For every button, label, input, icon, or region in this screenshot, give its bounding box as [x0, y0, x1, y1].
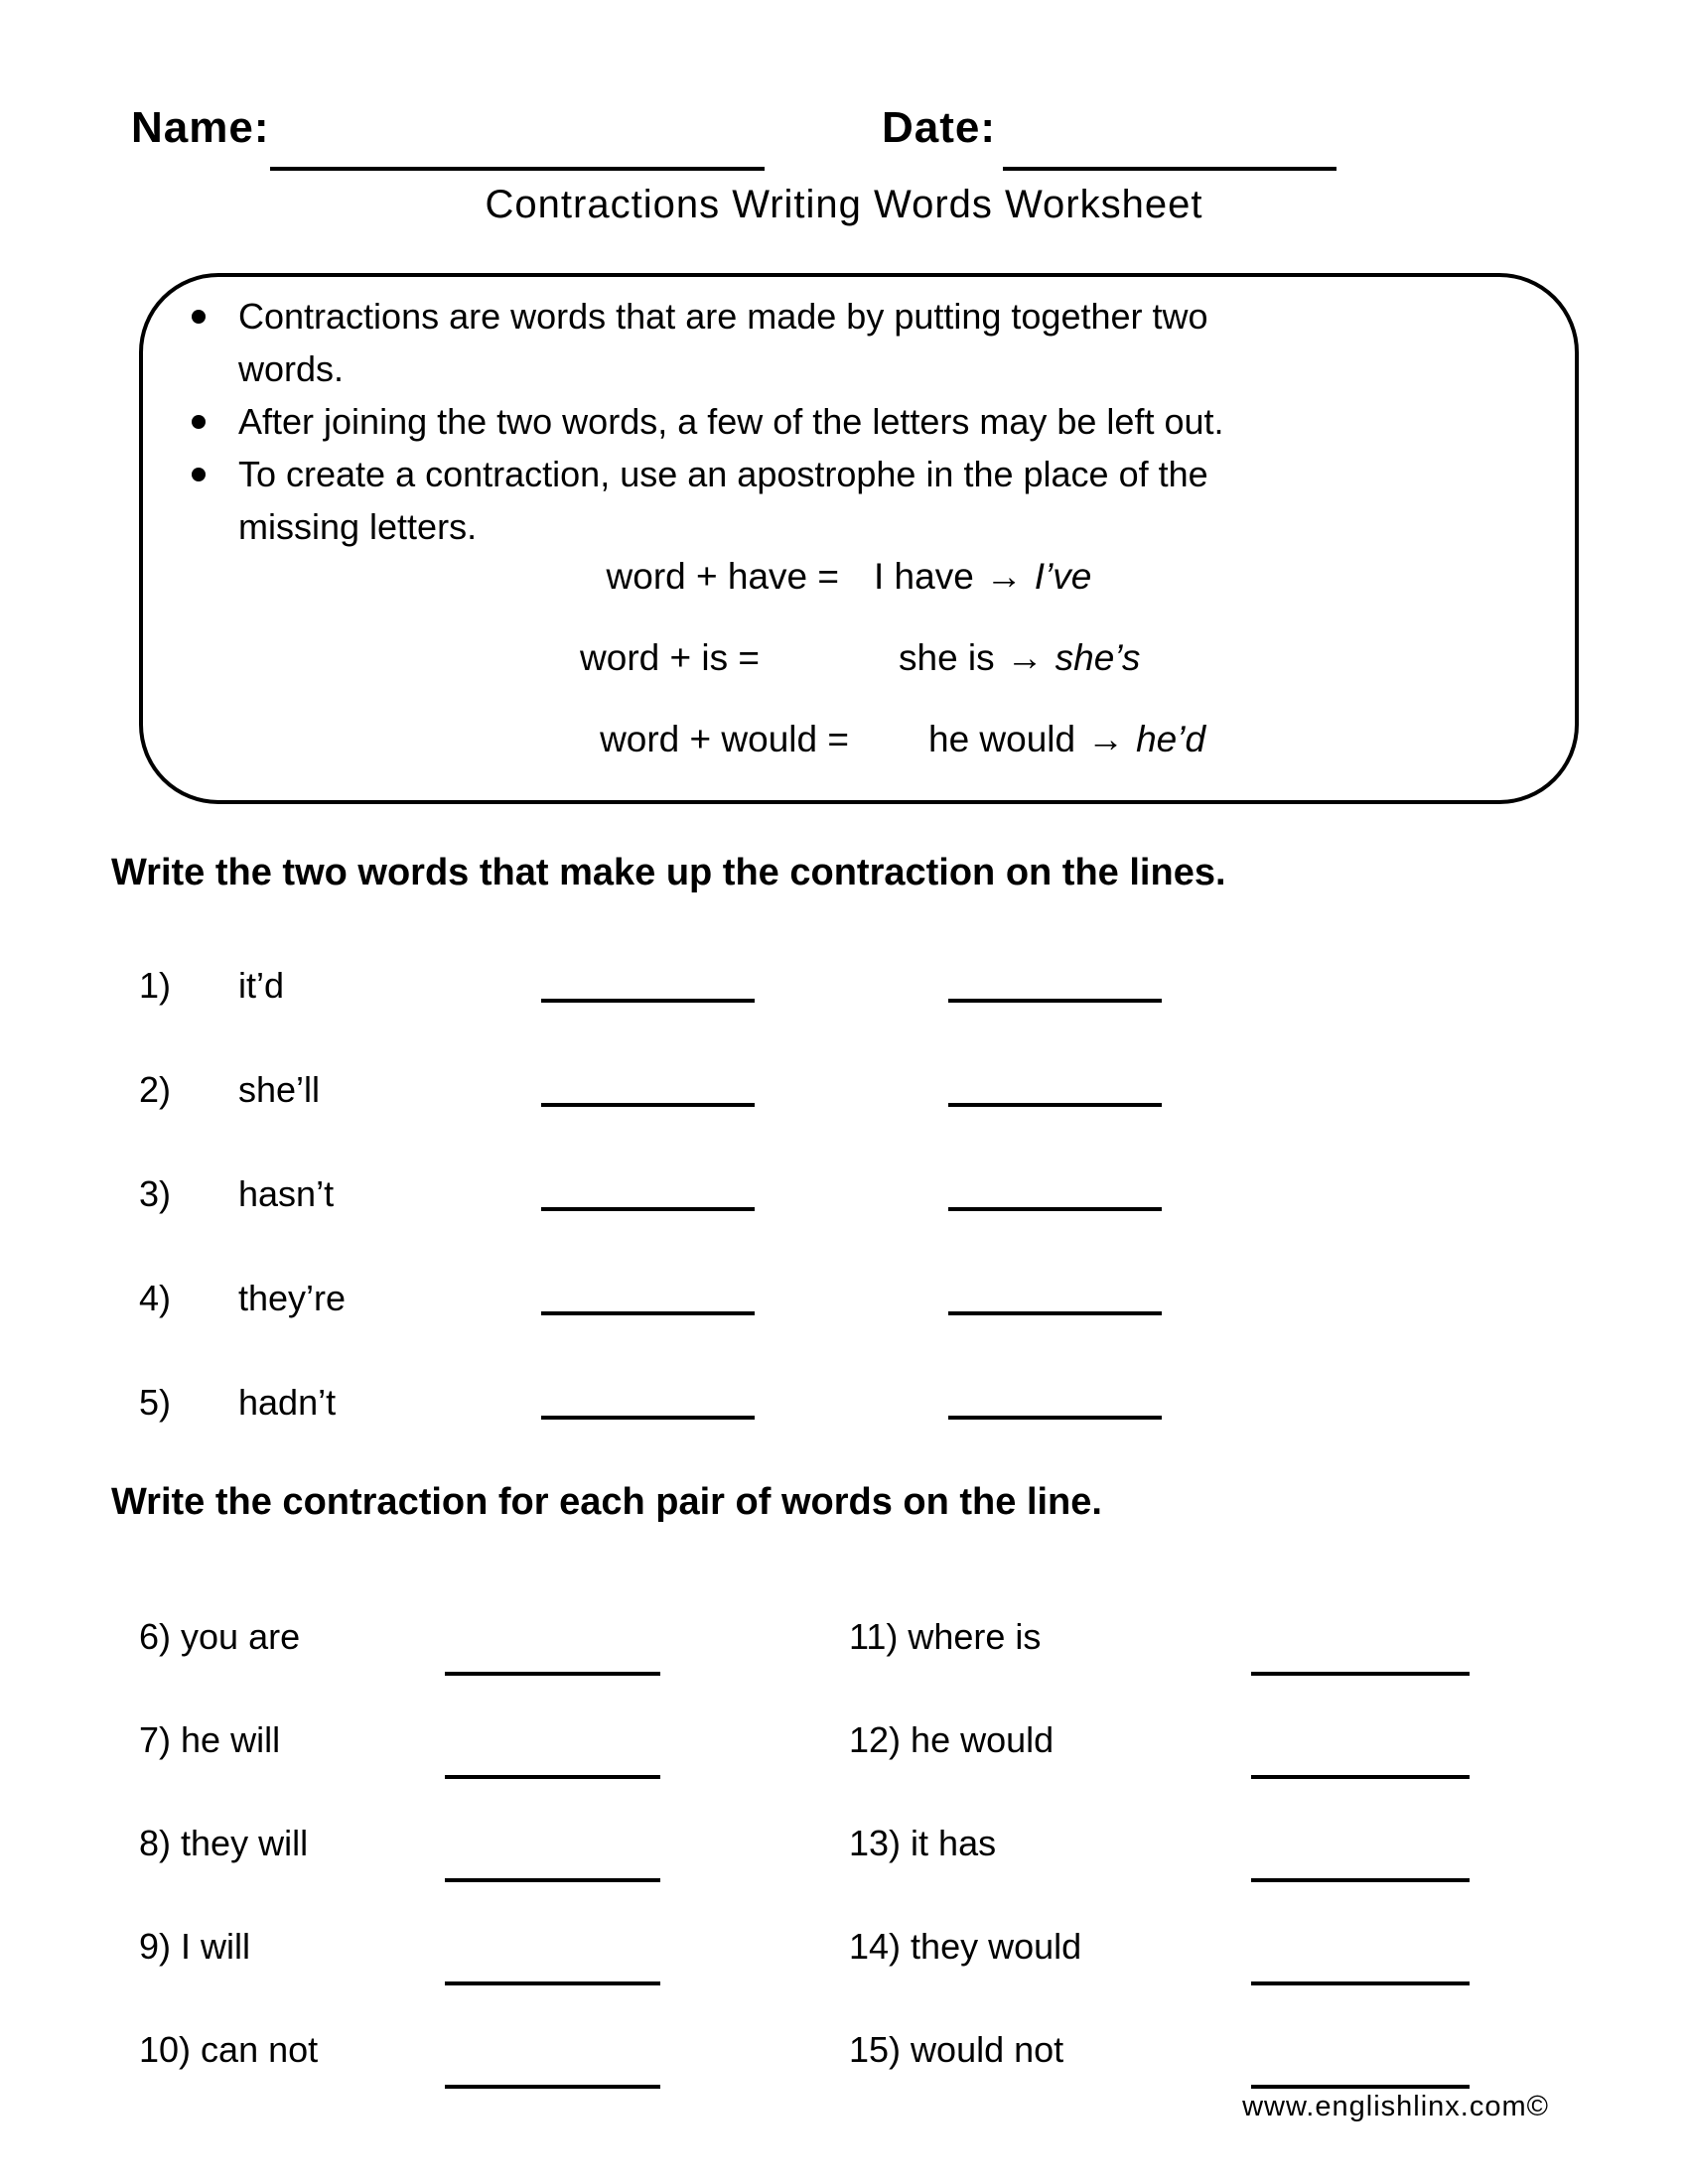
bullet-text-line: To create a contraction, use an apostrophe in the place of the: [238, 454, 1208, 494]
answer-blank[interactable]: [445, 1719, 660, 1779]
example-formula: word + would =: [600, 719, 849, 759]
example-expansion: I have: [874, 556, 974, 597]
word-pair-item: [849, 1719, 1054, 1761]
bullet-item: [139, 448, 1559, 553]
answer-blank[interactable]: [1251, 1719, 1470, 1779]
item-number: 3): [139, 1173, 172, 1214]
answer-blank[interactable]: [948, 965, 1162, 1003]
page-title: Contractions Writing Words Worksheet: [485, 183, 1203, 226]
example-formula: word + is =: [580, 637, 760, 678]
item-contraction: hadn’t: [238, 1382, 337, 1423]
item-words: he will: [181, 1719, 281, 1760]
bullet-item: [139, 395, 1559, 448]
item-words: where is: [908, 1616, 1042, 1657]
answer-blank[interactable]: [541, 1382, 755, 1420]
example-contraction: she’s: [1055, 637, 1141, 678]
word-pair-item: [849, 1616, 1041, 1658]
word-pair-item: [849, 1926, 1081, 1968]
item-number: 13): [849, 1823, 902, 1863]
name-label: Name:: [131, 103, 270, 152]
answer-blank[interactable]: [445, 2029, 660, 2089]
item-number: 14): [849, 1926, 902, 1967]
item-number: 1): [139, 965, 172, 1006]
item-number: 5): [139, 1382, 172, 1423]
item-number: 6): [139, 1616, 172, 1657]
answer-blank[interactable]: [948, 1278, 1162, 1315]
section2-instruction: Write the contraction for each pair of words on the line.: [111, 1481, 1102, 1523]
answer-blank[interactable]: [948, 1069, 1162, 1107]
item-contraction: hasn’t: [238, 1173, 335, 1214]
example-result: [899, 637, 1140, 679]
example-formula: word + have =: [606, 556, 839, 597]
example-result: [928, 719, 1205, 760]
date-label: Date:: [882, 103, 997, 152]
bullet-item: [139, 290, 1559, 395]
example-result: [874, 556, 1091, 598]
date-blank[interactable]: [1003, 125, 1336, 171]
arrow-icon: →: [1087, 719, 1125, 759]
arrow-icon: →: [1006, 637, 1044, 678]
word-pair-item: [139, 2029, 318, 2071]
item-words: I will: [181, 1926, 251, 1967]
answer-blank[interactable]: [1251, 1823, 1470, 1882]
answer-blank[interactable]: [1251, 1616, 1470, 1676]
item-words: he would: [911, 1719, 1055, 1760]
item-number: 7): [139, 1719, 172, 1760]
item-words: would not: [911, 2029, 1064, 2070]
bullet-text-line: words.: [238, 348, 345, 389]
item-words: you are: [181, 1616, 301, 1657]
answer-blank[interactable]: [445, 1616, 660, 1676]
bullet-dot: [192, 415, 206, 429]
name-blank[interactable]: [270, 125, 765, 171]
word-pair-item: [139, 1616, 300, 1658]
example-contraction: I’ve: [1034, 556, 1092, 597]
answer-blank[interactable]: [1251, 2029, 1470, 2089]
word-pair-item: [139, 1719, 280, 1761]
item-number: 4): [139, 1278, 172, 1318]
rules-bullet-list: [139, 290, 1559, 553]
bullet-text-line: missing letters.: [238, 506, 478, 547]
item-number: 11): [849, 1616, 899, 1657]
item-words: they would: [911, 1926, 1082, 1967]
answer-blank[interactable]: [445, 1926, 660, 1985]
bullet-text-line: After joining the two words, a few of the letters may be left out.: [238, 401, 1224, 442]
item-words: can not: [201, 2029, 319, 2070]
item-contraction: she’ll: [238, 1069, 321, 1110]
item-number: 12): [849, 1719, 902, 1760]
item-words: it has: [911, 1823, 997, 1863]
example-expansion: she is: [899, 637, 995, 678]
item-words: they will: [181, 1823, 309, 1863]
answer-blank[interactable]: [1251, 1926, 1470, 1985]
item-number: 8): [139, 1823, 172, 1863]
item-contraction: it’d: [238, 965, 285, 1006]
answer-blank[interactable]: [541, 1069, 755, 1107]
item-number: 10): [139, 2029, 192, 2070]
site-credit: www.englishlinx.com©: [1242, 2091, 1549, 2122]
answer-blank[interactable]: [445, 1823, 660, 1882]
bullet-dot: [192, 310, 206, 324]
example-expansion: he would: [928, 719, 1076, 759]
answer-blank[interactable]: [541, 1278, 755, 1315]
example-contraction: he’d: [1136, 719, 1206, 759]
answer-blank[interactable]: [948, 1173, 1162, 1211]
section1-instruction: Write the two words that make up the contraction on the lines.: [111, 852, 1226, 893]
item-number: 9): [139, 1926, 172, 1967]
item-number: 15): [849, 2029, 902, 2070]
word-pair-item: [849, 1823, 996, 1864]
word-pair-item: [139, 1926, 250, 1968]
word-pair-item: [139, 1823, 308, 1864]
answer-blank[interactable]: [541, 965, 755, 1003]
answer-blank[interactable]: [948, 1382, 1162, 1420]
word-pair-item: [849, 2029, 1063, 2071]
item-contraction: they’re: [238, 1278, 347, 1318]
bullet-text-line: Contractions are words that are made by putting together two: [238, 296, 1208, 337]
item-number: 2): [139, 1069, 172, 1110]
bullet-dot: [192, 468, 206, 481]
answer-blank[interactable]: [541, 1173, 755, 1211]
arrow-icon: →: [985, 556, 1023, 597]
